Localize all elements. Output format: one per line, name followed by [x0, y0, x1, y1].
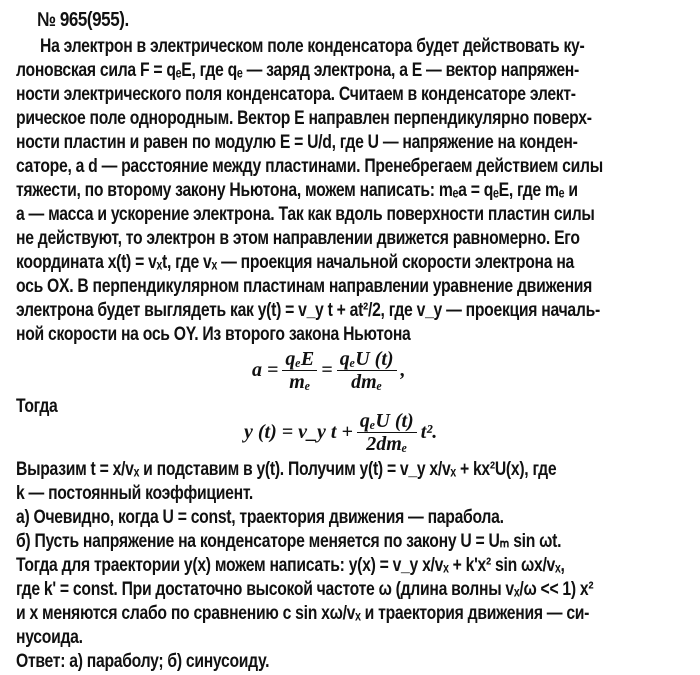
fraction [337, 348, 397, 393]
text-line: саторе, а d — расстояние между пластинами. Пренебрегаем действием силы [16, 156, 603, 177]
text-line: б) Пусть напряжение на конденсаторе меняется по закону U = Uₘ sin ωt. [16, 531, 562, 552]
text-line: тяжести, по второму закону Ньютона, можем написать: mₑa = qₑE, где mₑ и [16, 180, 578, 201]
text-line: рическое поле однородным. Вектор E направлен перпендикулярно поверх- [16, 108, 592, 129]
numerator: qₑU (t) [337, 348, 397, 371]
numerator: qₑE [282, 348, 317, 371]
text-line: электрона будет выглядеть как y(t) = v_y t + at²/2, где v_y — проекция началь- [16, 300, 600, 321]
text-line: На электрон в электрическом поле конденсатора будет действовать ку- [40, 36, 585, 57]
fraction [357, 410, 417, 455]
equals-sign: = [321, 359, 333, 381]
numerator: qₑU (t) [357, 410, 417, 433]
formula-trajectory [244, 410, 437, 455]
text-line: a — масса и ускорение электрона. Так как вдоль поверхности пластин силы [16, 204, 595, 225]
formula-acceleration [252, 348, 406, 393]
text-line: где k' = const. При достаточно высокой частоте ω (длина волны vₓ/ω << 1) x² [16, 579, 594, 600]
answer-line: Ответ: а) параболу; б) синусоиду. [16, 651, 270, 672]
denominator: dmₑ [351, 371, 383, 393]
text-line: и x меняются слабо по сравнению с sin xω/vₓ и траектория движения — си- [16, 603, 590, 624]
problem-number: № 965(955). [37, 9, 129, 31]
text-line: нусоида. [16, 627, 83, 648]
text-line-then: Тогда [16, 396, 58, 417]
text-line: Тогда для траектории y(x) можем написать: y(x) = v_y x/vₓ + k'x² sin ωx/vₓ, [16, 555, 565, 576]
text-line: ной скорости на ось OY. Из второго закона Ньютона [16, 324, 411, 345]
text-line: а) Очевидно, когда U = const, траектория движения — парабола. [16, 507, 504, 528]
formula-end: t². [420, 421, 438, 443]
formula-lhs: a = [252, 359, 279, 381]
denominator: mₑ [289, 371, 311, 393]
text-line: не действуют, то электрон в этом направлении движется равномерно. Его [16, 228, 580, 249]
punctuation: , [400, 359, 406, 381]
text-line: Выразим t = x/vₓ и подставим в y(t). Получим y(t) = v_y x/vₓ + kx²U(x), где [16, 459, 557, 480]
text-line: ось OX. В перпендикулярном пластинам направлении уравнение движения [16, 276, 593, 297]
text-line: ности пластин и равен по модулю E = U/d, где U — напряжение на конден- [16, 132, 578, 153]
denominator: 2dmₑ [366, 433, 408, 455]
text-line: ности электрического поля конденсатора. Считаем в конденсаторе элект- [16, 84, 576, 105]
fraction [282, 348, 317, 393]
formula-lhs: y (t) = v_y t + [244, 421, 353, 443]
text-line: k — постоянный коэффициент. [16, 483, 253, 504]
text-line: координата x(t) = vₓt, где vₓ — проекция начальной скорости электрона на [16, 252, 575, 273]
text-line: лоновская сила F = qₑE, где qₑ — заряд электрона, а E — вектор напряжен- [16, 60, 579, 81]
